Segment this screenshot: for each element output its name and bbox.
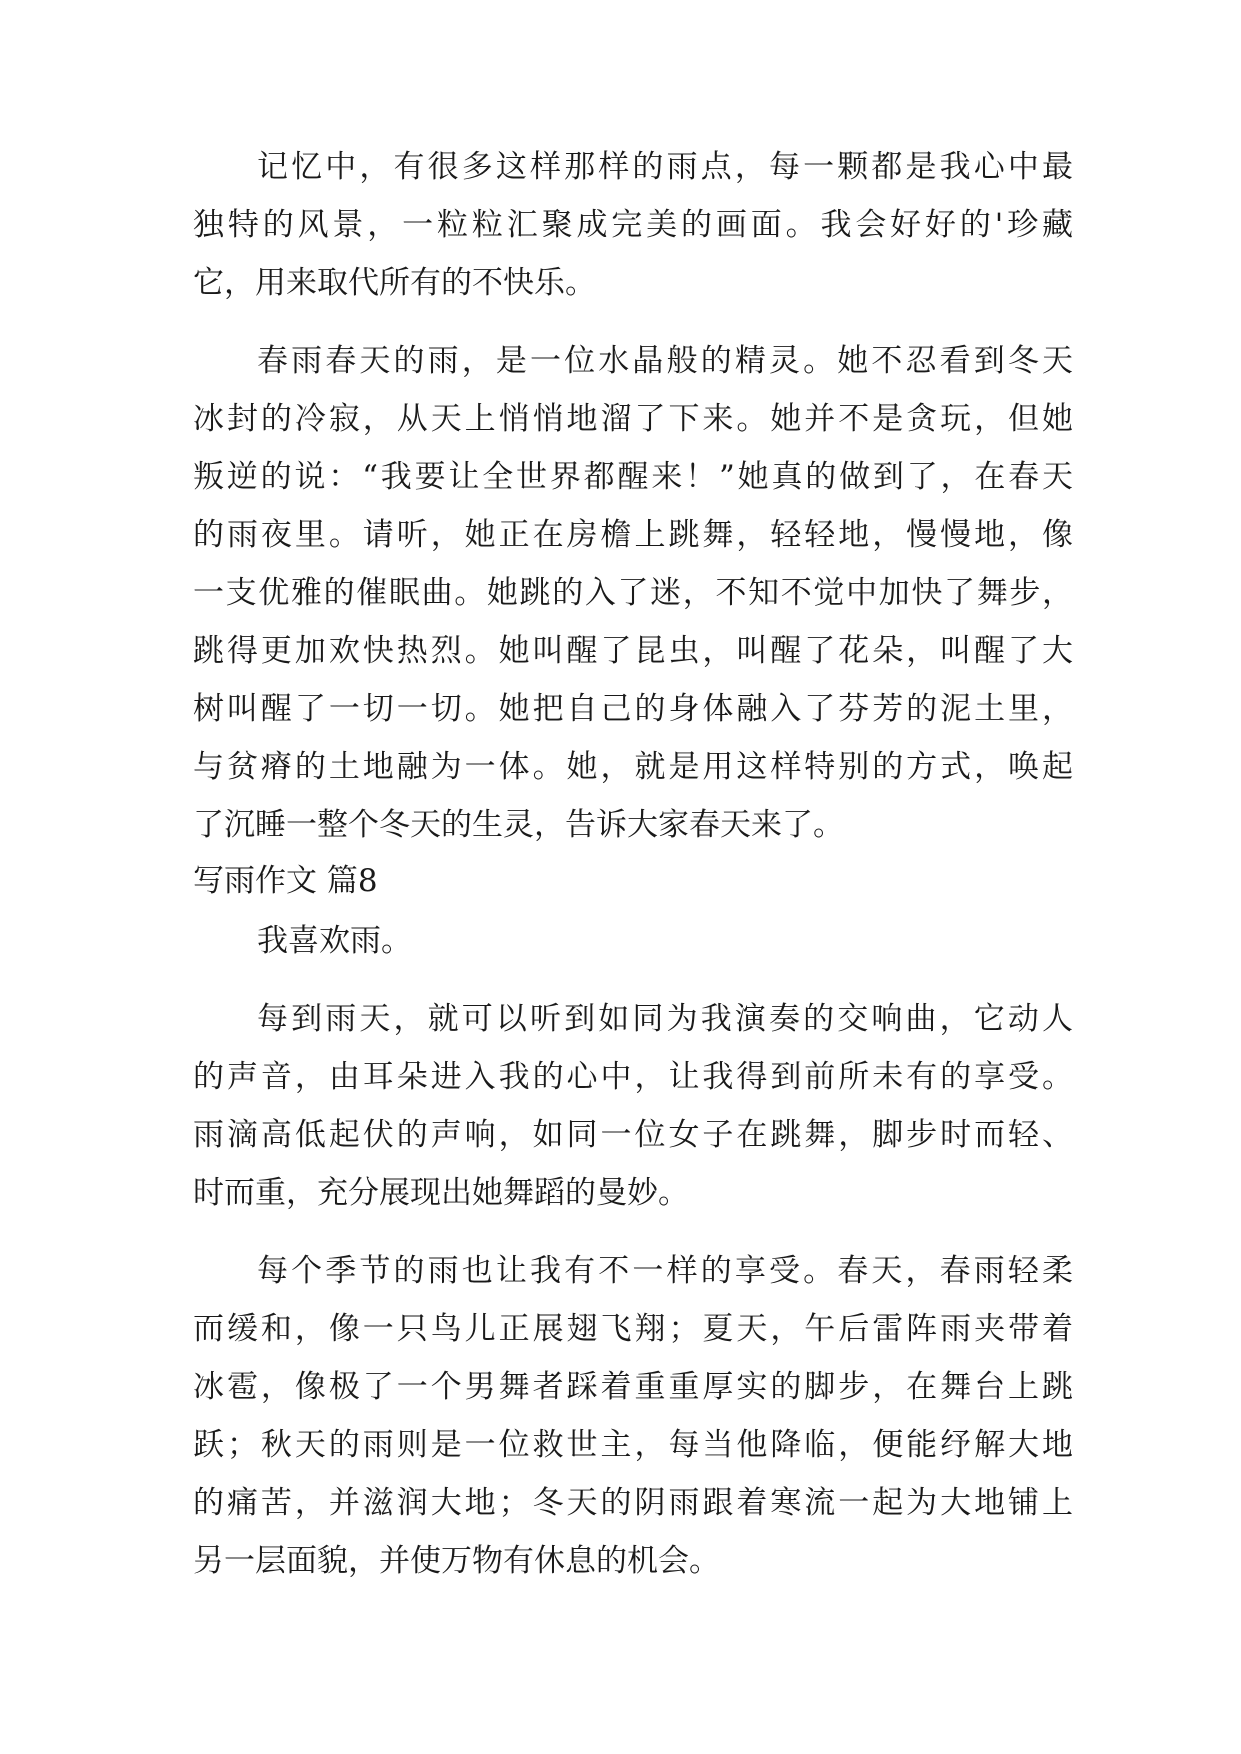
paragraph-line: 跳得更加欢快热烈。她叫醒了昆虫，叫醒了花朵，叫醒了大 xyxy=(193,633,1073,669)
paragraph-line: 每个季节的雨也让我有不一样的享受。春天，春雨轻柔 xyxy=(257,1253,1073,1289)
paragraph-line: 我喜欢雨。 xyxy=(257,923,412,959)
paragraph-line: 每到雨天，就可以听到如同为我演奏的交响曲，它动人 xyxy=(257,1001,1073,1037)
paragraph-line: 与贫瘠的土地融为一体。她，就是用这样特别的方式，唤起 xyxy=(193,749,1073,785)
paragraph-line: 独特的风景，一粒粒汇聚成完美的画面。我会好好的'珍藏 xyxy=(193,207,1073,243)
paragraph-line: 时而重，充分展现出她舞蹈的曼妙。 xyxy=(193,1175,689,1211)
paragraph-line: 跃；秋天的雨则是一位救世主，每当他降临，便能纾解大地 xyxy=(193,1427,1073,1463)
paragraph-line: 树叫醒了一切一切。她把自己的身体融入了芬芳的泥土里， xyxy=(193,691,1073,727)
paragraph-line: 叛逆的说：“我要让全世界都醒来！”她真的做到了，在春天 xyxy=(193,459,1073,495)
paragraph-line: 一支优雅的催眠曲。她跳的入了迷，不知不觉中加快了舞步， xyxy=(193,575,1073,611)
paragraph-line: 冰雹，像极了一个男舞者踩着重重厚实的脚步，在舞台上跳 xyxy=(193,1369,1073,1405)
paragraph-line: 的痛苦，并滋润大地；冬天的阴雨跟着寒流一起为大地铺上 xyxy=(193,1485,1073,1521)
paragraph-line: 了沉睡一整个冬天的生灵，告诉大家春天来了。 xyxy=(193,807,844,843)
paragraph-line: 它，用来取代所有的不快乐。 xyxy=(193,265,596,301)
paragraph-line: 记忆中，有很多这样那样的雨点，每一颗都是我心中最 xyxy=(257,149,1073,185)
section-title: 写雨作文 篇8 xyxy=(193,863,378,899)
paragraph-line: 冰封的冷寂，从天上悄悄地溜了下来。她并不是贪玩，但她 xyxy=(193,401,1073,437)
paragraph-line: 的声音，由耳朵进入我的心中，让我得到前所未有的享受。 xyxy=(193,1059,1073,1095)
paragraph-line: 的雨夜里。请听，她正在房檐上跳舞，轻轻地，慢慢地，像 xyxy=(193,517,1073,553)
paragraph-line: 而缓和，像一只鸟儿正展翅飞翔；夏天，午后雷阵雨夹带着 xyxy=(193,1311,1073,1347)
paragraph-line: 春雨春天的雨，是一位水晶般的精灵。她不忍看到冬天 xyxy=(257,343,1073,379)
paragraph-line: 雨滴高低起伏的声响，如同一位女子在跳舞，脚步时而轻、 xyxy=(193,1117,1073,1153)
paragraph-line: 另一层面貌，并使万物有休息的机会。 xyxy=(193,1543,720,1579)
